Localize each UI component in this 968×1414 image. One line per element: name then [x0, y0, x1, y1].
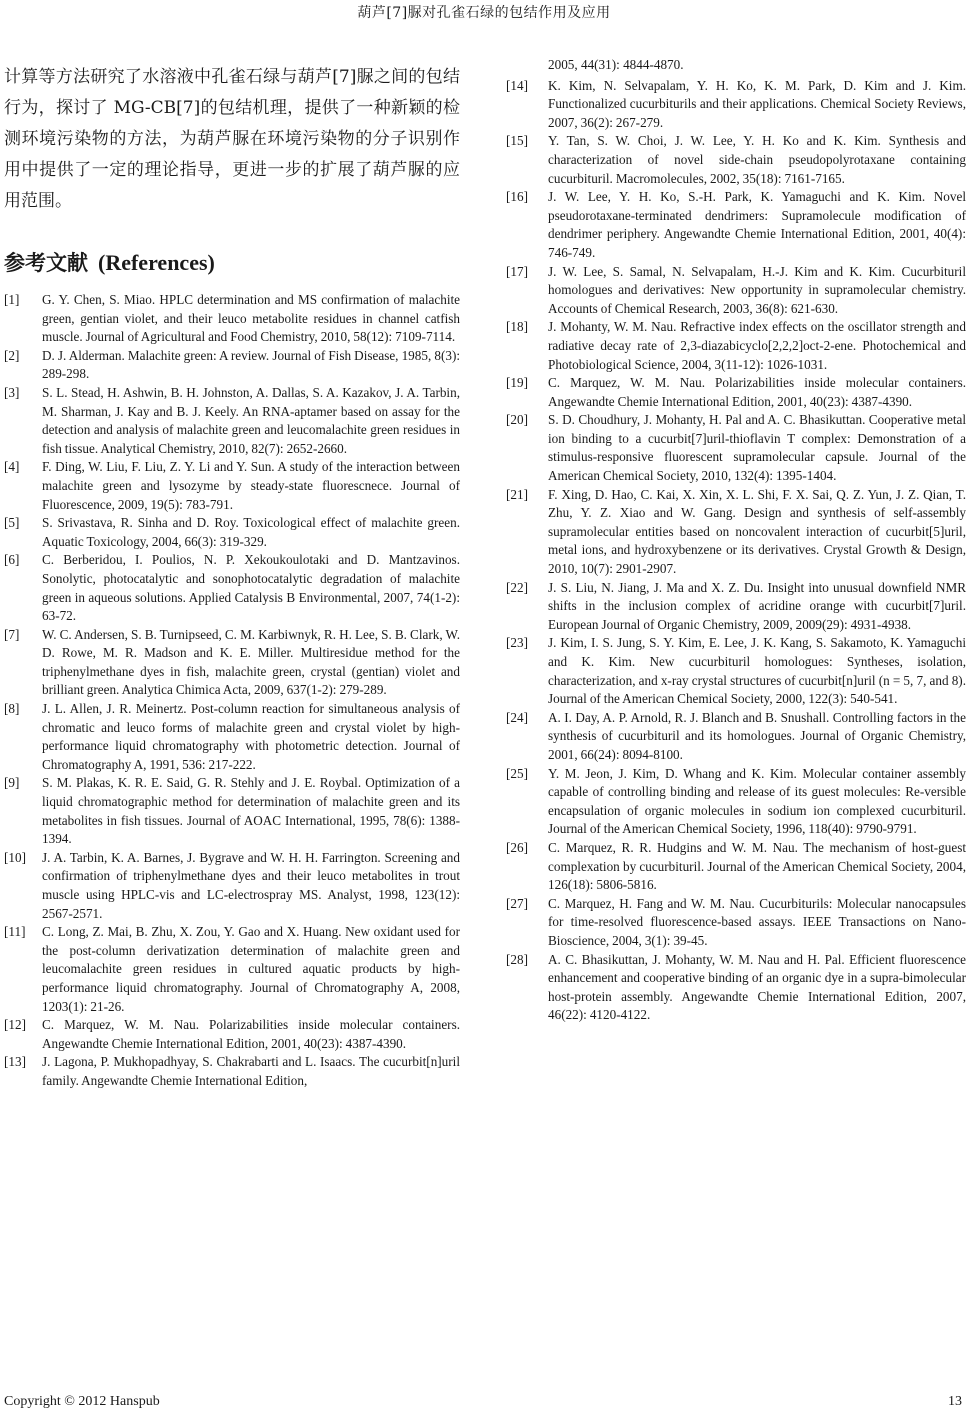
reference-number: [14]	[506, 77, 528, 93]
reference-text: S. M. Plakas, K. R. E. Said, G. R. Stehly and J. E. Roybal. Optimization of a liquid chromatographic method for determination of malachite green and its metabolites in fish tissues. Journal of AOAC International, 1995, 78(6): 1388-1394.	[42, 775, 460, 847]
reference-text: W. C. Andersen, S. B. Turnipseed, C. M. Karbiwnyk, R. H. Lee, S. B. Clark, W. D. Rowe, M. R. Madson and K. E. Miller. Multiresidue method for the triphenylmethane dyes in fish, malachite green, crystal (gentian) violet and brilliant green. Analytica Chimica Acta, 2009, 637(1-2): 279-289.	[42, 626, 460, 698]
reference-number: [19]	[506, 375, 528, 391]
reference-item	[4, 626, 460, 700]
reference-number: [23]	[506, 635, 528, 651]
reference-text: G. Y. Chen, S. Miao. HPLC determination and MS confirmation of malachite green, gentian violet, and their leuco metabolite residues in channel catfish muscle. Journal of Agricultural and Food Chemistry, 2010, 58(12): 7109-7114.	[42, 292, 460, 345]
reference-text: C. Marquez, W. M. Nau. Polarizabilities inside molecular containers. Angewandte Chemie International Edition, 2001, 40(23): 4387-4390.	[548, 375, 966, 409]
reference-text: J. Kim, I. S. Jung, S. Y. Kim, E. Lee, J. K. Kang, S. Sakamoto, K. Yamaguchi and K. Kim. New cucurbituril homologues: Syntheses, isolation, characterization, and x-ray crystal structures of cucurbit[n]uril (n = 5, 7, and 8). Journal of the American Chemical Society, 2000, 122(3): 540-541.	[548, 635, 966, 707]
reference-item	[506, 132, 966, 188]
reference-continuation: 2005, 44(31): 4844-4870.	[548, 57, 684, 72]
reference-item	[4, 849, 460, 923]
reference-item	[506, 374, 966, 411]
reference-text: C. Marquez, H. Fang and W. M. Nau. Cucurbiturils: Molecular nanocapsules for time-resolved fluorescence-based assays. IEEE Transactions on Nano-Bioscience, 2004, 3(1): 39-45.	[548, 895, 966, 948]
reference-number: [4]	[4, 459, 20, 475]
reference-number: [8]	[4, 701, 20, 717]
running-header: 葫芦[7]脲对孔雀石绿的包结作用及应用	[357, 5, 611, 21]
intro-paragraph: 计算等方法研究了水溶液中孔雀石绿与葫芦[7]脲之间的包结行为，探讨了 MG-CB[7]的包结机理，提供了一种新颖的检测环境污染物的方法，为葫芦脲在环境污染物的分子识别作用中提供了一定的理论指导，更进一步的扩展了葫芦脲的应用范围。	[4, 67, 460, 211]
reference-item	[4, 458, 460, 514]
reference-text: C. Marquez, R. R. Hudgins and W. M. Nau. The mechanism of host-guest complexation by cucurbituril. Journal of the American Chemical Society, 2004, 126(18): 5806-5816.	[548, 839, 966, 893]
reference-list-left	[4, 291, 460, 1091]
reference-number: [9]	[4, 775, 20, 791]
reference-item	[506, 709, 966, 765]
reference-text: Y. Tan, S. W. Choi, J. W. Lee, Y. H. Ko and K. Kim. Synthesis and characterization of novel side-chain pseudopolyrotaxane containing cucurbituril. Macromolecules, 2002, 35(18): 7161-7165.	[548, 133, 966, 186]
right-column	[506, 56, 966, 1025]
reference-text: F. Ding, W. Liu, F. Liu, Z. Y. Li and Y. Sun. A study of the interaction between malachite green and lysozyme by steady-state fluorescnece. Journal of Fluorescence, 2009, 19(5): 783-791.	[42, 459, 460, 512]
reference-text: J. L. Allen, J. R. Meinertz. Post-column reaction for simultaneous analysis of chromatic and leuco forms of malachite green and crystal violet by high-performance liquid chromatography with photometric detection. Journal of Chromatography A, 1991, 536: 217-222.	[42, 701, 460, 772]
reference-item	[4, 923, 460, 1016]
reference-number: [28]	[506, 951, 528, 967]
reference-text: C. Berberidou, I. Poulios, N. P. Xekoukoulotaki and D. Mantzavinos. Sonolytic, photocatalytic and sonophotocatalytic degradation of malachite green in aqueous solutions. Applied Catalysis B Environmental, 2007, 74(1-2): 63-72.	[42, 552, 460, 624]
reference-number: [18]	[506, 319, 528, 335]
reference-number: [6]	[4, 552, 20, 568]
reference-text: J. W. Lee, Y. H. Ko, S.-H. Park, K. Yamaguchi and K. Kim. Novel pseudorotaxane-terminated dendrimers: Supramolecule modification of dendrimer periphery. Angewandte Chemie International Edition, 2001, 40(4): 746-749.	[548, 189, 966, 260]
reference-number: [11]	[4, 924, 26, 940]
reference-item	[4, 291, 460, 347]
copyright-footer: Copyright © 2012 Hanspub	[4, 1394, 160, 1409]
reference-text: Y. M. Jeon, J. Kim, D. Whang and K. Kim. Molecular container assembly capable of controlling binding and release of its guest molecules: Re-versible encapsulation of organic molecules in sodium ion complexed cucurbituril. Journal of the American Chemical Society, 1996, 118(40): 9790-9791.	[548, 765, 966, 837]
references-heading-en: (References)	[98, 250, 215, 275]
reference-item	[4, 384, 460, 458]
reference-item	[506, 411, 966, 485]
reference-number: [1]	[4, 292, 20, 307]
page-number: 13	[948, 1394, 962, 1409]
reference-number: [27]	[506, 895, 528, 911]
reference-item	[506, 839, 966, 895]
reference-number: [3]	[4, 384, 20, 400]
reference-number: [13]	[4, 1054, 26, 1070]
reference-item	[506, 318, 966, 374]
reference-number: [24]	[506, 709, 528, 725]
reference-number: [22]	[506, 579, 528, 595]
reference-item	[4, 774, 460, 848]
reference-text: C. Long, Z. Mai, B. Zhu, X. Zou, Y. Gao and X. Huang. New oxidant used for the post-column derivatization determination of malachite green and leucomalachite green residues in cultured aquatic products by high-performance liquid chromatography. Journal of Chromatography A, 2008, 1203(1): 21-26.	[42, 924, 460, 1014]
reference-text: J. S. Liu, N. Jiang, J. Ma and X. Z. Du. Insight into unusual downfield NMR shifts in the inclusion complex of acridine orange with cucurbit[7]uril. European Journal of Organic Chemistry, 2009, 2009(29): 4931-4938.	[548, 579, 966, 632]
reference-text: F. Xing, D. Hao, C. Kai, X. Xin, X. L. Shi, F. X. Sai, Q. Z. Yun, J. Z. Qian, T. Zhu, Y. Z. Xiao and W. Gang. Design and synthesis of self-assembly supramolecular entities based on noncovalent interaction of cucurbit[5]uril, metal ions, and hydroxybenzene or its derivatives. Crystal Growth & Design, 2010, 10(7): 2901-2907.	[548, 486, 966, 577]
reference-text: K. Kim, N. Selvapalam, Y. H. Ko, K. M. Park, D. Kim and J. Kim. Functionalized cucurbiturils and their applications. Chemical Society Reviews, 2007, 36(2): 267-279.	[548, 77, 966, 130]
reference-text: D. J. Alderman. Malachite green: A review. Journal of Fish Disease, 1985, 8(3): 289-298.	[42, 347, 460, 382]
reference-item	[506, 895, 966, 951]
reference-text: J. W. Lee, S. Samal, N. Selvapalam, H.-J. Kim and K. Kim. Cucurbituril homologues and derivatives: New opportunity in supramolecular chemistry. Accounts of Chemical Research, 2003, 36(8): 621-630.	[548, 263, 966, 316]
reference-item	[506, 579, 966, 635]
reference-text: A. C. Bhasikuttan, J. Mohanty, W. M. Nau and H. Pal. Efficient fluorescence enhancement and cooperative binding of an organic dye in a supra-bimolecular host-protein assembly. Angewandte Chemie International Edition, 2007, 46(22): 4120-4122.	[548, 951, 966, 1023]
reference-item	[506, 77, 966, 133]
reference-text: J. Mohanty, W. M. Nau. Refractive index effects on the oscillator strength and radiative decay rate of 2,3-diazabicyclo[2,2,2]oct-2-ene. Photochemical and Photobiological Science, 2004, 3(11-12): 1026-1031.	[548, 319, 966, 372]
reference-text: A. I. Day, A. P. Arnold, R. J. Blanch and B. Snushall. Controlling factors in the synthesis of cucurbituril and its homologues. Journal of Organic Chemistry, 2001, 66(24): 8094-8100.	[548, 709, 966, 762]
reference-number: [2]	[4, 347, 20, 363]
reference-item	[4, 1016, 460, 1053]
reference-number: [17]	[506, 263, 528, 279]
reference-item	[4, 700, 460, 774]
reference-number: [7]	[4, 626, 20, 642]
reference-number: [25]	[506, 765, 528, 781]
reference-item	[4, 1053, 460, 1090]
reference-item	[506, 765, 966, 839]
reference-number: [15]	[506, 133, 528, 149]
reference-item	[506, 486, 966, 579]
reference-list-right	[506, 77, 966, 1025]
reference-text: S. D. Choudhury, J. Mohanty, H. Pal and A. C. Bhasikuttan. Cooperative metal ion binding to a cucurbit[7]uril-thioflavin T complex: Demonstration of a stimulus-responsive fluorescent supramolecular capsule. Journal of the American Chemical Society, 2010, 132(4): 1395-1404.	[548, 412, 966, 484]
reference-item	[4, 514, 460, 551]
reference-item	[506, 263, 966, 319]
reference-text: J. A. Tarbin, K. A. Barnes, J. Bygrave and W. H. H. Farrington. Screening and confirmation of triphenylmethane dyes and their leuco metabolites in trout muscle using HPLC-vis and LC-electrospray MS. Analyst, 1998, 123(12): 2567-2571.	[42, 849, 460, 921]
reference-number: [26]	[506, 839, 528, 855]
references-heading-cn: 参考文献	[4, 251, 88, 275]
reference-item	[506, 188, 966, 262]
reference-item	[4, 551, 460, 625]
reference-number: [20]	[506, 412, 528, 428]
reference-number: [12]	[4, 1017, 26, 1033]
reference-text: S. L. Stead, H. Ashwin, B. H. Johnston, A. Dallas, S. A. Kazakov, J. A. Tarbin, M. Sharman, J. Kay and B. J. Keely. An RNA-aptamer based on assay for the detection and analysis of malachite green and leucomalachite green residues in fish tissue. Analytical Chemistry, 2010, 82(7): 2652-2660.	[42, 384, 460, 456]
left-column	[4, 62, 460, 1091]
reference-text: J. Lagona, P. Mukhopadhyay, S. Chakrabarti and L. Isaacs. The cucurbit[n]uril family. Angewandte Chemie International Edition,	[42, 1054, 460, 1088]
reference-item	[506, 634, 966, 708]
reference-item	[4, 347, 460, 384]
reference-text: C. Marquez, W. M. Nau. Polarizabilities inside molecular containers. Angewandte Chemie International Edition, 2001, 40(23): 4387-4390.	[42, 1017, 460, 1051]
reference-number: [10]	[4, 849, 26, 865]
references-heading	[4, 249, 460, 277]
reference-number: [16]	[506, 189, 528, 205]
reference-item	[506, 951, 966, 1025]
reference-number: [5]	[4, 515, 20, 531]
reference-number: [21]	[506, 486, 528, 502]
reference-text: S. Srivastava, R. Sinha and D. Roy. Toxicological effect of malachite green. Aquatic Toxicology, 2004, 66(3): 319-329.	[42, 515, 460, 549]
